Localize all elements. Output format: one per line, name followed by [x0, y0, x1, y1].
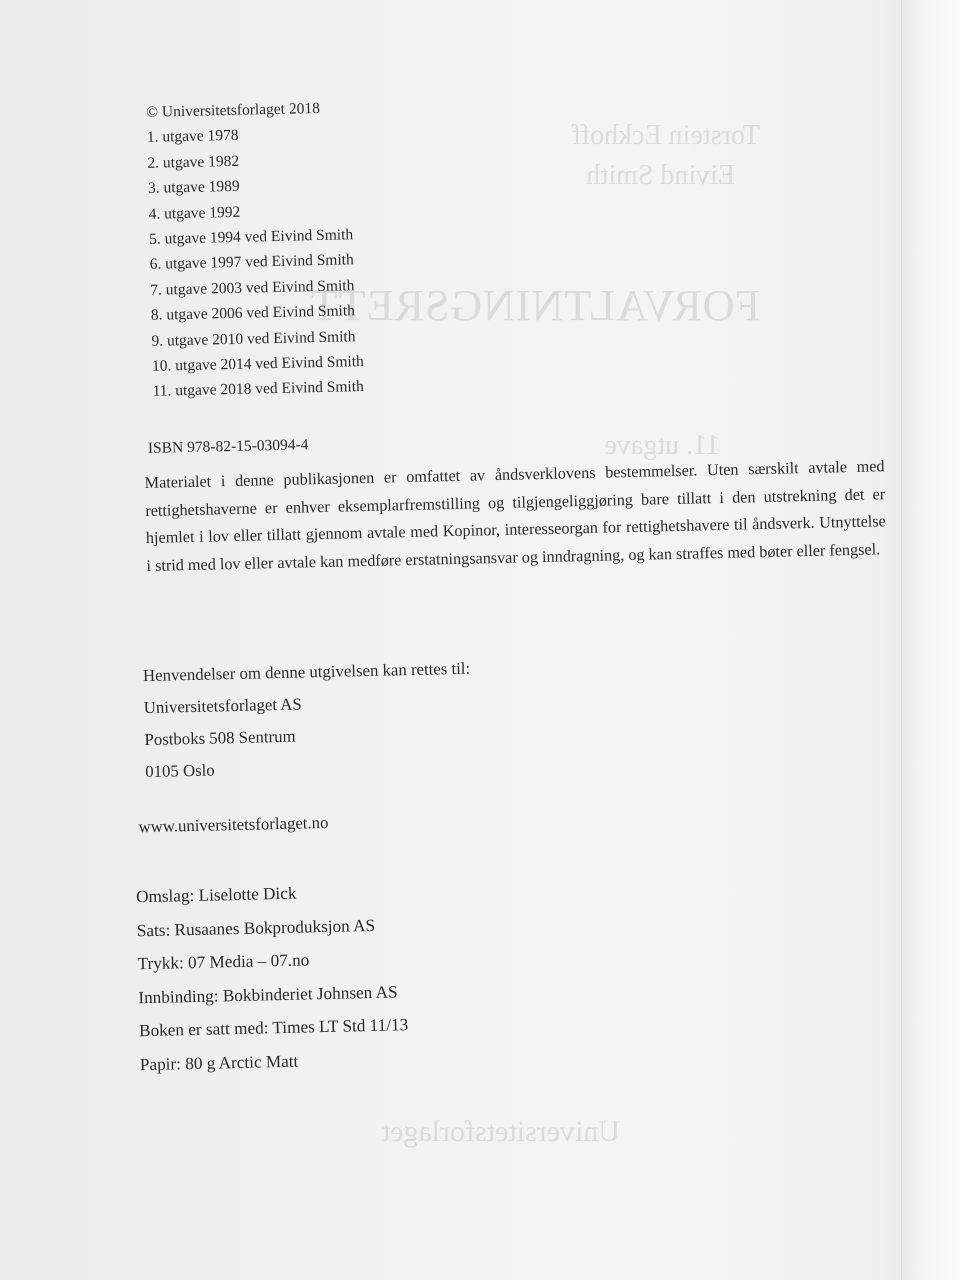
credit-line: Innbinding: Bokbinderiet Johnsen AS — [138, 981, 398, 1007]
production-credits — [136, 874, 410, 1081]
publisher-address — [143, 653, 473, 788]
publisher-website: www.universitetsforlaget.no — [138, 812, 329, 837]
edition-line: 10. utgave 2014 ved Eivind Smith — [151, 353, 365, 375]
address-intro: Henvendelser om denne utgivelsen kan rettes til: — [142, 658, 471, 686]
edition-line: 9. utgave 2010 ved Eivind Smith — [151, 327, 356, 350]
edition-line: 3. utgave 1989 — [147, 177, 240, 198]
address-box: Postboks 508 Sentrum — [144, 726, 296, 750]
credit-line: Boken er satt med: Times LT Std 11/13 — [138, 1015, 409, 1041]
credit-line: Omslag: Liselotte Dick — [135, 883, 297, 907]
ghost-author-1: Torstein Eckhoff — [571, 120, 760, 151]
address-name: Universitetsforlaget AS — [143, 694, 302, 718]
edition-line: 7. utgave 2003 ved Eivind Smith — [150, 277, 355, 299]
edition-line: 2. utgave 1982 — [147, 152, 240, 172]
copyright-line: © Universitetsforlaget 2018 — [146, 99, 321, 121]
isbn: ISBN 978-82-15-03094-4 — [147, 436, 309, 457]
credit-line: Papir: 80 g Arctic Matt — [139, 1051, 299, 1074]
edition-line: 4. utgave 1992 — [148, 203, 241, 223]
edition-line: 1. utgave 1978 — [146, 127, 239, 147]
credit-line: Sats: Rusaanes Bokproduksjon AS — [136, 915, 376, 940]
legal-notice: Materialet i denne publikasjonen er omfattet av åndsverklovens bestemmelser. Uten særskilt avtale med rettighetshaverne er enhver eksemplarfremstilling og tilgjengeliggjøring bare tillatt i den utstrekning det er hjemlet i lov eller tillatt gjennom avtale med Kopinor, interesseorgan for rettighetshavere til åndsverk. Utnyttelse i strid med lov eller avtale kan medføre erstatningsansvar og inndragning, og kan straffes med bøter eller fengsel. — [144, 457, 886, 575]
ghost-edition: 11. utgave — [604, 430, 720, 461]
ghost-publisher: Universitetsforlaget — [381, 1115, 620, 1148]
edition-line: 8. utgave 2006 ved Eivind Smith — [150, 302, 356, 325]
edition-history — [146, 95, 365, 405]
edition-line: 6. utgave 1997 ved Eivind Smith — [149, 251, 354, 274]
ghost-author-2: Eivind Smith — [586, 160, 735, 191]
address-city: 0105 Oslo — [145, 760, 215, 782]
ghost-title: FORVALTNINGSRETT — [309, 281, 760, 330]
edition-line: 11. utgave 2018 ved Eivind Smith — [152, 378, 365, 401]
credit-line: Trykk: 07 Media – 07.no — [137, 950, 310, 974]
edition-line: 5. utgave 1994 ved Eivind Smith — [148, 226, 354, 248]
